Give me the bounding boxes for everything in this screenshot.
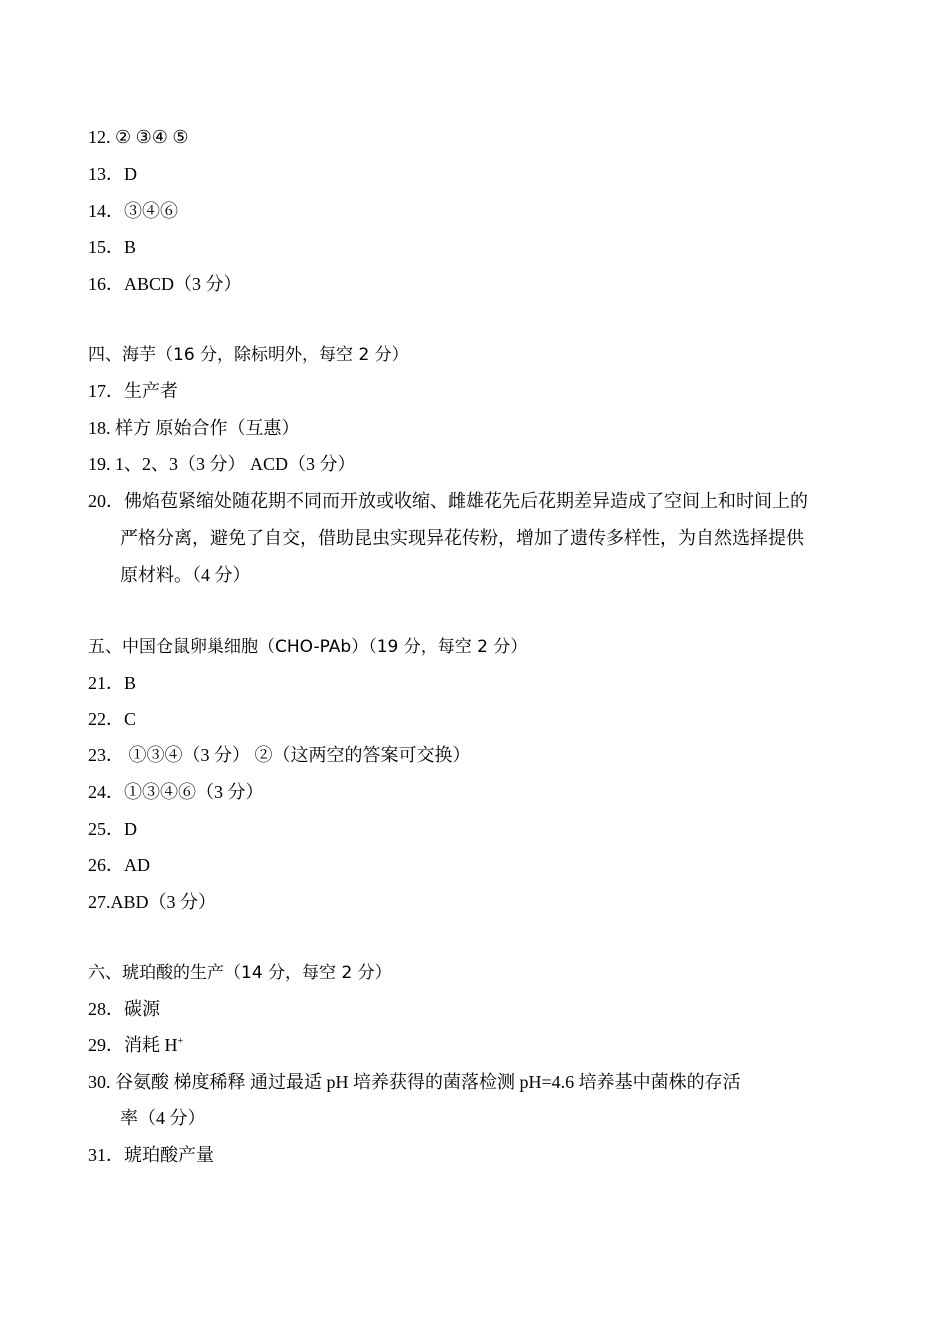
- answer-13: 13．D: [88, 164, 137, 184]
- section-6-title: 六、琥珀酸的生产（14 分，每空 2 分）: [88, 963, 392, 983]
- answer-17: 17．生产者: [88, 381, 178, 401]
- answer-20-line-2: 严格分离，避免了自交，借助昆虫实现异花传粉，增加了遗传多样性，为自然选择提供: [120, 528, 804, 548]
- answer-20-line-3: 原材料。（4 分）: [120, 565, 251, 585]
- answer-18: 18. 样方 原始合作（互惠）: [88, 418, 300, 438]
- answer-20-line-1: 20．佛焰苞紧缩处随花期不同而开放或收缩、雌雄花先后花期差异造成了空间上和时间上的: [88, 491, 808, 511]
- answer-24: 24．①③④⑥（3 分）: [88, 782, 264, 802]
- answer-29-text: 29．消耗 H: [88, 1035, 178, 1055]
- answer-29: [88, 1033, 183, 1057]
- answer-30-line-1: 30. 谷氨酸 梯度稀释 通过最适 pH 培养获得的菌落检测 pH=4.6 培养基中菌株的存活: [88, 1072, 741, 1092]
- answer-22: 22．C: [88, 709, 137, 729]
- answer-30-line-2: 率（4 分）: [120, 1108, 206, 1128]
- answer-29-superscript: +: [177, 1036, 184, 1047]
- answer-14: 14．③④⑥: [88, 201, 178, 221]
- answer-27: 27.ABD（3 分）: [88, 892, 217, 912]
- answer-23: 23． ①③④（3 分） ②（这两空的答案可交换）: [88, 745, 471, 765]
- answer-12: 12. ② ③④ ⑤: [88, 127, 189, 147]
- answer-28: 28．碳源: [88, 999, 160, 1019]
- answer-31: 31．琥珀酸产量: [88, 1145, 214, 1165]
- answer-26: 26．AD: [88, 855, 150, 875]
- answer-16: 16．ABCD（3 分）: [88, 274, 242, 294]
- section-5-title: 五、中国仓鼠卵巢细胞（CHO-PAb）（19 分，每空 2 分）: [88, 637, 528, 657]
- answer-19: 19. 1、2、3（3 分） ACD（3 分）: [88, 454, 356, 474]
- answer-15: 15．B: [88, 237, 137, 257]
- answer-25: 25．D: [88, 819, 137, 839]
- section-4-title: 四、海芋（16 分，除标明外，每空 2 分）: [88, 345, 409, 365]
- answer-21: 21．B: [88, 673, 137, 693]
